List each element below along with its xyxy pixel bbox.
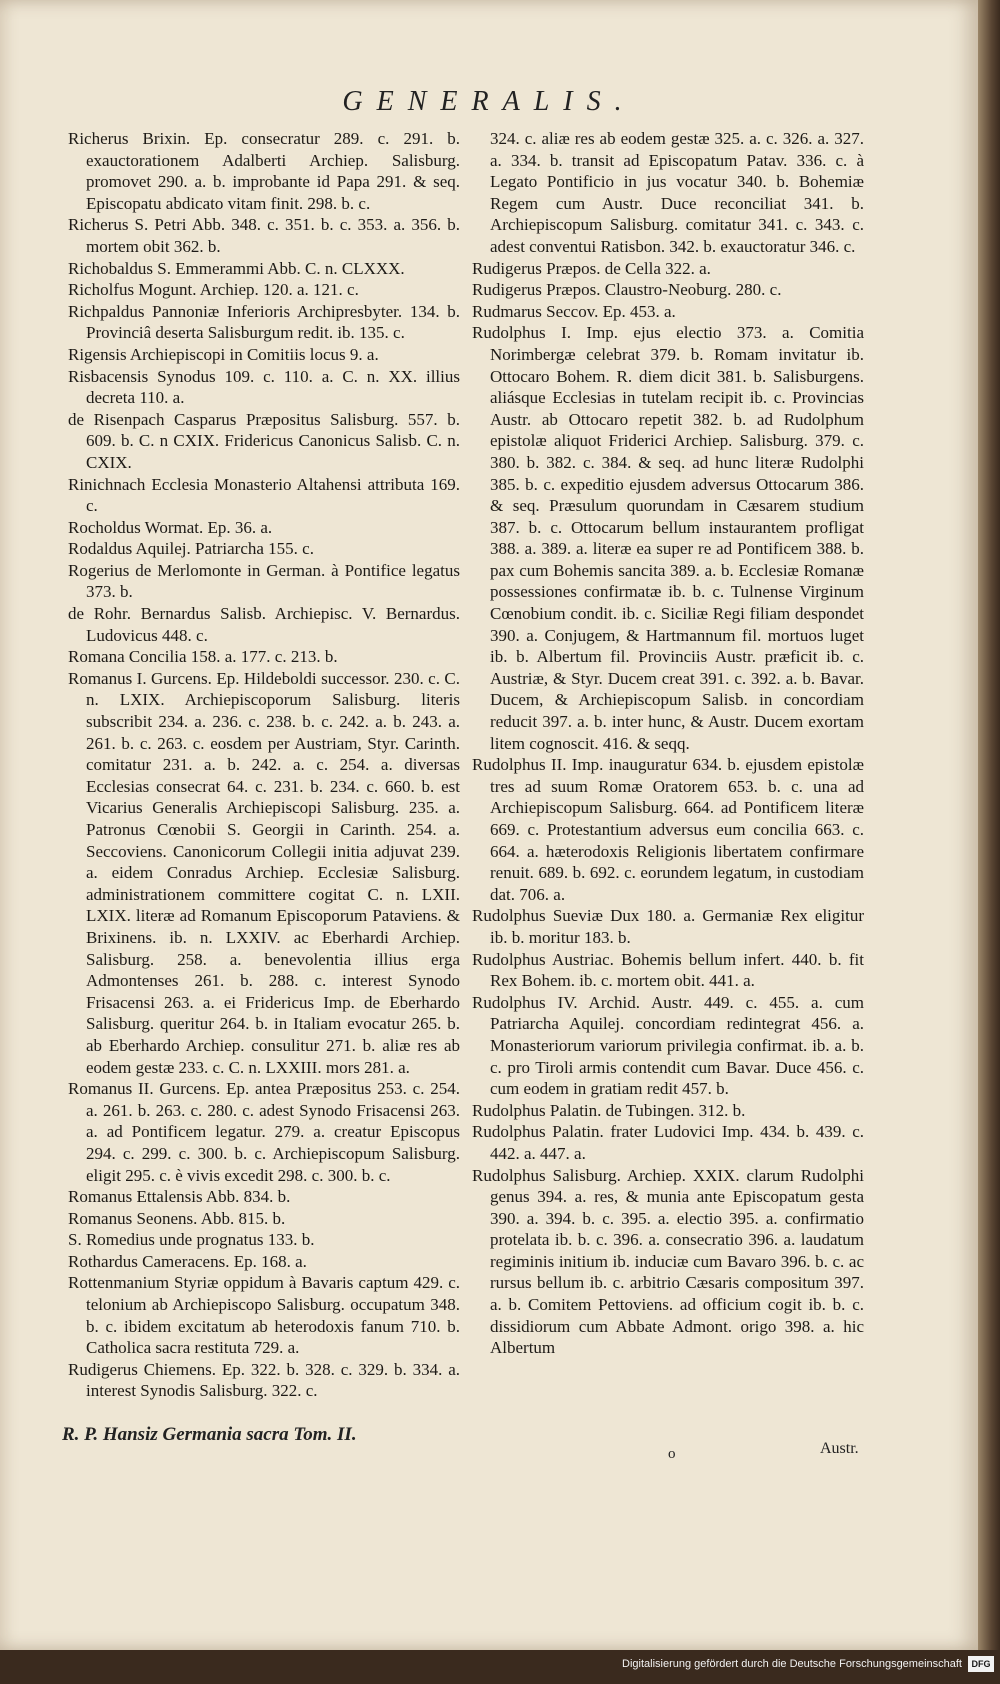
- index-entry: Richerus S. Petri Abb. 348. c. 351. b. c. 353. a. 356. b. mortem obit 362. b.: [68, 215, 460, 256]
- index-entry: Richpaldus Pannoniæ Inferioris Archipresbyter. 134. b. Provinciâ deserta Salisburgum redit. ib. 135. c.: [68, 301, 460, 343]
- index-entry: Rudolphus Sueviæ Dux 180. a. Germaniæ Rex eligitur ib. b. moritur 183. b.: [472, 906, 864, 947]
- index-entry: de Risenpach Casparus Præpositus Salisburg. 557. b. 609. b. C. n CXIX. Fridericus Canonicus Salisb. C. n. CXIX.: [68, 409, 460, 472]
- index-entry: Rudmarus Seccov. Ep. 453. a.: [472, 301, 676, 321]
- index-entry: Rocholdus Wormat. Ep. 36. a.: [68, 517, 273, 537]
- catchword: Austr.: [820, 1440, 859, 1457]
- index-entry: Rudolphus IV. Archid. Austr. 449. c. 455. a. cum Patriarcha Aquilej. concordiam redintegrat 456. a. Monasteriorum variorum privilegia confirmat. ib. a. b. c. pro Tiroli armis contendit cum Bavar. Duce 456. c. cum eodem in gratiam redit 457. b.: [472, 992, 864, 1099]
- index-entry: Rogerius de Merlomonte in German. à Pontifice legatus 373. b.: [68, 560, 460, 602]
- index-entry: Rudigerus Præpos. Claustro-Neoburg. 280. c.: [472, 280, 782, 300]
- index-entry: de Rohr. Bernardus Salisb. Archiepisc. V. Bernardus. Ludovicus 448. c.: [68, 604, 460, 645]
- index-entry: Romanus Ettalensis Abb. 834. b.: [68, 1187, 291, 1207]
- index-entry: 324. c. aliæ res ab eodem gestæ 325. a. c. 326. a. 327. a. 334. b. transit ad Episcopatum Patav. 336. c. à Legato Pontificio in jus vocatur 340. b. Bohemiæ Regem cum Austr. Duce reconciliat 341. b. Archiepiscopum Salisburg. comitatur 341. c. 343. c. adest conventui Ratisbon. 342. b. exauctoratur 346. c.: [490, 129, 864, 256]
- signature-mark: o: [668, 1446, 676, 1462]
- page-edge-shadow: [978, 0, 1000, 1650]
- index-entry: Richerus Brixin. Ep. consecratur 289. c. 291. b. exauctorationem Adalberti Archiep. Salisburg. promovet 290. a. b. improbante id Papa 291. & seq. Episcopatu abdicato vitam finit. 298. b. c.: [68, 129, 460, 213]
- index-entry: Richobaldus S. Emmerammi Abb. C. n. CLXXX.: [68, 258, 405, 278]
- index-entry: Rigensis Archiepiscopi in Comitiis locus 9. a.: [68, 344, 379, 364]
- index-entry: Rudolphus I. Imp. ejus electio 373. a. Comitia Norimbergæ celebrat 379. b. Romam invitatur ib. Ottocaro Bohem. R. diem dicit 381. b. Salisburgens. aliásque Ecclesias in tutelam recipit ib. c. Provincias Austr. ab Ottocaro repetit 382. b. ad Rudolphum epistolæ aliquot Friderici Archiep. Salisburg. 379. c. 380. b. 382. c. 384. & seq. ad hunc literæ Rudolphi 385. b. c. expeditio ejusdem adversus Ottocarum 386. & seq. Præsulum quorundam in Cæsarem studium 387. b. c. Ottocarum bellum instaurantem profligat 388. a. 389. a. literæ ea super re ad Pontificem 388. b. pax cum Bohemis sancita 389. a. b. Ecclesiæ Romanæ possessiones confirmatæ ib. b. c. Tulnense Virginum Cœnobium condit. ib. c. Siciliæ Regi filiam despondet 390. a. Conjugem, & Hartmannum fil. mortuos luget ib. b. Albertum fil. Provinciis Austr. præficit ib. c. Austriæ, & Styr. Ducem creat 391. c. 392. a. b. Bavar. Ducem, & Archiepiscopum Salisb. in concordiam reducit 397. a. b. inter hunc, & Austr. Ducem exortam litem cognoscit. 416. & seqq.: [472, 323, 864, 753]
- right-index-column: [472, 128, 864, 1359]
- index-entry: Richolfus Mogunt. Archiep. 120. a. 121. c.: [68, 280, 359, 300]
- index-entry: Rudolphus Palatin. frater Ludovici Imp. 434. b. 439. c. 442. a. 447. a.: [472, 1122, 864, 1163]
- digitization-footer: Digitalisierung gefördert durch die Deutsche Forschungsgemeinschaft: [622, 1658, 962, 1670]
- index-entry: Rodaldus Aquilej. Patriarcha 155. c.: [68, 539, 314, 559]
- index-entry: Romanus II. Gurcens. Ep. antea Præpositus 253. c. 254. a. 261. b. 263. c. 280. c. adest Synodo Frisacensi 263. a. ad Pontificem legatur. 279. a. creatur Episcopus 294. c. 299. c. 300. b. c. Archiepiscopum Salisburg. eligit 295. c. è vivis excedit 298. c. 300. b. c.: [68, 1079, 460, 1185]
- index-entry: S. Romedius unde prognatus 133. b.: [68, 1230, 315, 1250]
- index-entry: Rothardus Cameracens. Ep. 168. a.: [68, 1251, 307, 1271]
- index-entry: Rudolphus II. Imp. inauguratur 634. b. ejusdem epistolæ tres ad suum Romæ Oratorem 653. b. c. una ad Archiepiscopum Salisburg. 664. ad Pontificem literæ 669. c. Protestantium adversus eum concilia 663. c. 664. a. hæterodoxis Religionis libertatem confirmare renuit. 689. b. 692. c. eorundem legatum, in custodiam dat. 706. a.: [472, 755, 864, 904]
- running-header: GENERALIS.: [342, 86, 636, 117]
- index-entry: Romana Concilia 158. a. 177. c. 213. b.: [68, 647, 338, 667]
- index-entry: Romanus Seonens. Abb. 815. b.: [68, 1208, 286, 1228]
- index-entry: Rudigerus Præpos. de Cella 322. a.: [472, 258, 711, 278]
- left-index-column: [68, 128, 460, 1402]
- index-entry: Rudigerus Chiemens. Ep. 322. b. 328. c. 329. b. 334. a. interest Synodis Salisburg. 322. c.: [68, 1359, 460, 1401]
- index-entry: Rudolphus Austriac. Bohemis bellum infert. 440. b. fit Rex Bohem. ib. c. mortem obit. 441. a.: [472, 949, 864, 991]
- index-entry: Rudolphus Palatin. de Tubingen. 312. b.: [472, 1100, 746, 1120]
- index-entry: Risbacensis Synodus 109. c. 110. a. C. n. XX. illius decreta 110. a.: [68, 366, 460, 408]
- printer-signature-line: R. P. Hansiz Germania sacra Tom. II.: [62, 1424, 357, 1445]
- index-entry: Rudolphus Salisburg. Archiep. XXIX. clarum Rudolphi genus 394. a. res, & munia ante Episcopatum gesta 390. a. 394. b. c. 395. a. electio 395. a. confirmatio protelata ib. b. c. 396. a. consecratio 396. a. laudatum regiminis initium ib. induciæ cum Bavaro 396. b. c. ac rursus bellum ib. c. arbitrio Cæsaris compositum 397. a. b. Comitem Pettoviens. ad officium cogit ib. b. c. dissidiorum cum Abbate Admont. origo 398. a. hic Albertum: [472, 1165, 864, 1358]
- dfg-logo: DFG: [968, 1656, 994, 1672]
- index-entry: Rinichnach Ecclesia Monasterio Altahensi attributa 169. c.: [68, 474, 460, 516]
- index-entry: Rottenmanium Styriæ oppidum à Bavaris captum 429. c. telonium ab Archiepiscopo Salisburg. occupatum 348. b. c. ibidem excitatum ab heterodoxis fanum 710. b. Catholica sacra restituta 729. a.: [68, 1273, 460, 1358]
- index-entry: Romanus I. Gurcens. Ep. Hildeboldi successor. 230. c. C. n. LXIX. Archiepiscoporum Salisburg. literis subscribit 234. a. 236. c. 238. b. c. 242. a. b. 243. a. 261. b. c. 263. c. eosdem per Austriam, Styr. Carinth. comitatur 231. a. b. 242. a. c. 254. a. diversas Ecclesias consecrat 64. c. 231. b. 234. c. 660. b. est Vicarius Generalis Archiepiscopi Salisburg. 235. a. Patronus Cœnobii S. Georgii in Carinth. 254. a. Seccoviens. Canonicorum Collegii initia adjuvat 239. a. eidem Conradus Archiep. Ecclesiæ Salisburg. administrationem committere cogitat C. n. LXII. LXIX. literæ ad Romanum Episcoporum Pataviens. & Brixinens. ib. n. LXXIV. ac Eberhardi Archiep. Salisburg. 258. a. benevolentia illius erga Admontenses 261. b. 288. c. interest Synodo Frisacensi 263. a. ei Fridericus Imp. de Eberhardo Salisburg. queritur 264. b. in Italiam evocatur 265. b. ab Eberhardo Archiep. consulitur 271. b. aliæ res ab eodem gestæ 233. c. C. n. LXXIII. mors 281. a.: [68, 668, 460, 1077]
